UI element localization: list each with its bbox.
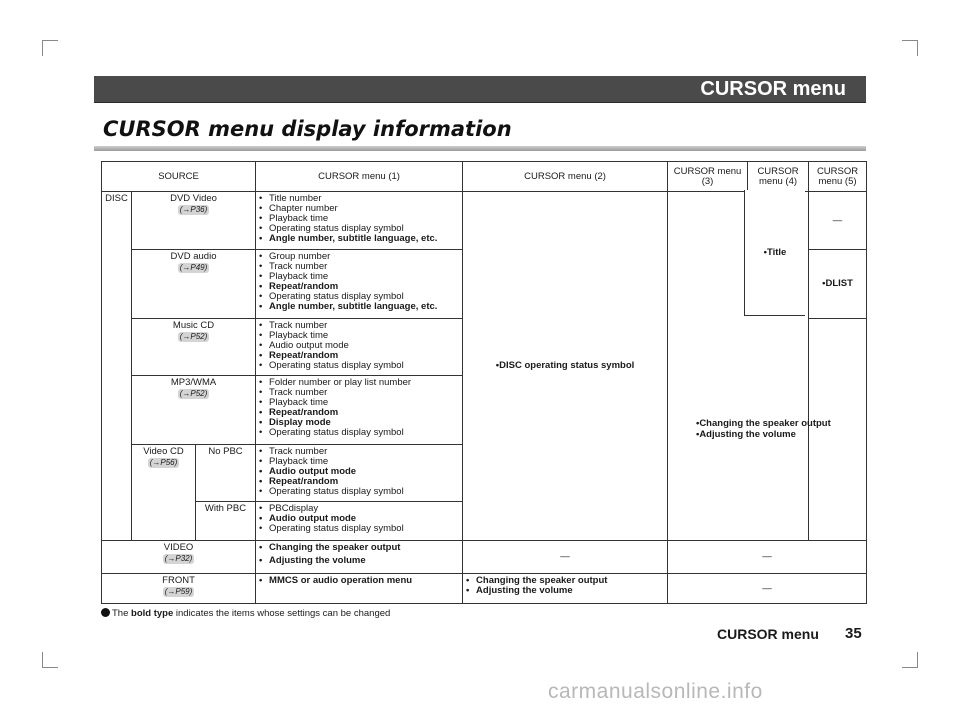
list-item: • Group number xyxy=(259,252,459,262)
source-label: Video CD xyxy=(143,446,184,457)
note-prefix: The xyxy=(112,608,129,619)
source-no-pbc: No PBC xyxy=(196,445,256,502)
no-pbc-menu-1 xyxy=(256,445,463,502)
list-item: • Operating status display symbol xyxy=(259,292,459,302)
video-menu-1 xyxy=(256,541,463,574)
music-cd-menu-1 xyxy=(256,319,463,376)
disc-menu-4-title-cell xyxy=(744,190,805,316)
source-dvd-video xyxy=(132,192,256,250)
crop-mark xyxy=(42,40,58,41)
dvd-audio-menu-1 xyxy=(256,250,463,319)
front-menu-1 xyxy=(256,574,463,604)
source-mp3-wma xyxy=(132,376,256,445)
dvd-audio-menu-5: •DLIST xyxy=(809,250,867,319)
footer-label: CURSOR menu xyxy=(717,626,819,642)
list-item: • Repeat/random xyxy=(259,408,459,418)
list-item: • Track number xyxy=(259,388,459,398)
list-item: • Track number xyxy=(259,262,459,272)
list-item: • Playback time xyxy=(259,272,459,282)
crop-mark xyxy=(42,667,58,668)
video-menu-2: — xyxy=(463,541,668,574)
source-label: FRONT xyxy=(162,575,195,586)
note-rest: indicates the items whose settings can be changed xyxy=(175,608,391,619)
list-item: • Adjusting the volume xyxy=(259,556,459,566)
list-item: • Playback time xyxy=(259,457,459,467)
note-bold: bold type xyxy=(131,608,174,619)
list-item: • Adjusting the volume xyxy=(466,586,664,596)
list-item: • Folder number or play list number xyxy=(259,378,459,388)
source-label: DVD Video xyxy=(170,193,217,204)
page-ref: (→P52) xyxy=(179,332,208,341)
header-source: SOURCE xyxy=(102,162,256,192)
list-item: • Angle number, subtitle language, etc. xyxy=(259,234,459,244)
page-ref: (→P59) xyxy=(164,587,193,596)
list-item: • Operating status display symbol xyxy=(259,428,459,438)
with-pbc-menu-1 xyxy=(256,502,463,541)
source-label: Music CD xyxy=(172,320,215,331)
dvd-video-menu-5: — xyxy=(809,192,867,250)
crop-mark xyxy=(902,667,918,668)
crop-mark xyxy=(42,40,43,56)
list-item: • Chapter number xyxy=(259,204,459,214)
video-menu-3: — xyxy=(668,541,867,574)
disc-menu-2: •DISC operating status symbol xyxy=(463,192,668,541)
list-item: • Angle number, subtitle language, etc. xyxy=(259,302,459,312)
disc-menu-3-speaker xyxy=(696,418,831,440)
title-rule xyxy=(94,146,866,151)
list-item: • Playback time xyxy=(259,214,459,224)
source-music-cd xyxy=(132,319,256,376)
page-ref: (→P36) xyxy=(179,205,208,214)
source-label: DVD audio xyxy=(170,251,217,262)
page-number: 35 xyxy=(845,625,862,642)
header-menu-5: CURSOR menu (5) xyxy=(809,162,867,192)
header-bar xyxy=(94,76,866,103)
list-item: • Playback time xyxy=(259,331,459,341)
list-item: • Repeat/random xyxy=(259,282,459,292)
list-item: • Changing the speaker output xyxy=(466,576,664,586)
page-ref: (→P49) xyxy=(179,263,208,272)
source-dvd-audio xyxy=(132,250,256,319)
disc-menu-3-item: •Changing the speaker output xyxy=(696,418,831,429)
bullet-icon xyxy=(101,608,110,617)
list-item: • PBCdisplay xyxy=(259,504,459,514)
page-ref: (→P32) xyxy=(164,554,193,563)
list-item: • Track number xyxy=(259,321,459,331)
page-ref: (→P56) xyxy=(149,458,178,467)
list-item: • Operating status display symbol xyxy=(259,224,459,234)
disc-menu-4-title: •Title xyxy=(763,247,787,258)
list-item: • Track number xyxy=(259,447,459,457)
mp3-wma-menu-1 xyxy=(256,376,463,445)
header-menu-1: CURSOR menu (1) xyxy=(256,162,463,192)
list-item: • Repeat/random xyxy=(259,477,459,487)
header-menu-2: CURSOR menu (2) xyxy=(463,162,668,192)
source-with-pbc: With PBC xyxy=(196,502,256,541)
list-item: • Operating status display symbol xyxy=(259,487,459,497)
source-video xyxy=(102,541,256,574)
list-item: • Operating status display symbol xyxy=(259,361,459,371)
crop-mark xyxy=(917,40,918,56)
list-item: • Playback time xyxy=(259,398,459,408)
source-label: MP3/WMA xyxy=(170,377,217,388)
list-item: • Operating status display symbol xyxy=(259,524,459,534)
front-menu-2 xyxy=(463,574,668,604)
list-item: • Audio output mode xyxy=(259,467,459,477)
list-item: • Repeat/random xyxy=(259,351,459,361)
watermark: carmanualsonline.info xyxy=(548,680,763,703)
header-title: CURSOR menu xyxy=(700,78,846,100)
source-video-cd xyxy=(132,445,196,541)
bold-type-note xyxy=(101,608,390,619)
dvd-video-menu-1 xyxy=(256,192,463,250)
list-item: • Changing the speaker output xyxy=(259,543,459,553)
list-item: • Audio output mode xyxy=(259,514,459,524)
front-menu-3: — xyxy=(668,574,867,604)
list-item: • Audio output mode xyxy=(259,341,459,351)
disc-menu-3-item: •Adjusting the volume xyxy=(696,429,796,440)
crop-mark xyxy=(917,652,918,668)
page-ref: (→P52) xyxy=(179,389,208,398)
list-item: • Title number xyxy=(259,194,459,204)
list-item: • MMCS or audio operation menu xyxy=(259,576,459,586)
crop-mark xyxy=(902,40,918,41)
section-title: CURSOR menu display information xyxy=(103,117,512,141)
crop-mark xyxy=(42,652,43,668)
source-front xyxy=(102,574,256,604)
list-item: • Display mode xyxy=(259,418,459,428)
header-menu-4: CURSOR menu (4) xyxy=(748,162,809,192)
source-label: VIDEO xyxy=(163,542,194,553)
source-disc: DISC xyxy=(102,192,132,541)
header-menu-3: CURSOR menu (3) xyxy=(668,162,748,192)
